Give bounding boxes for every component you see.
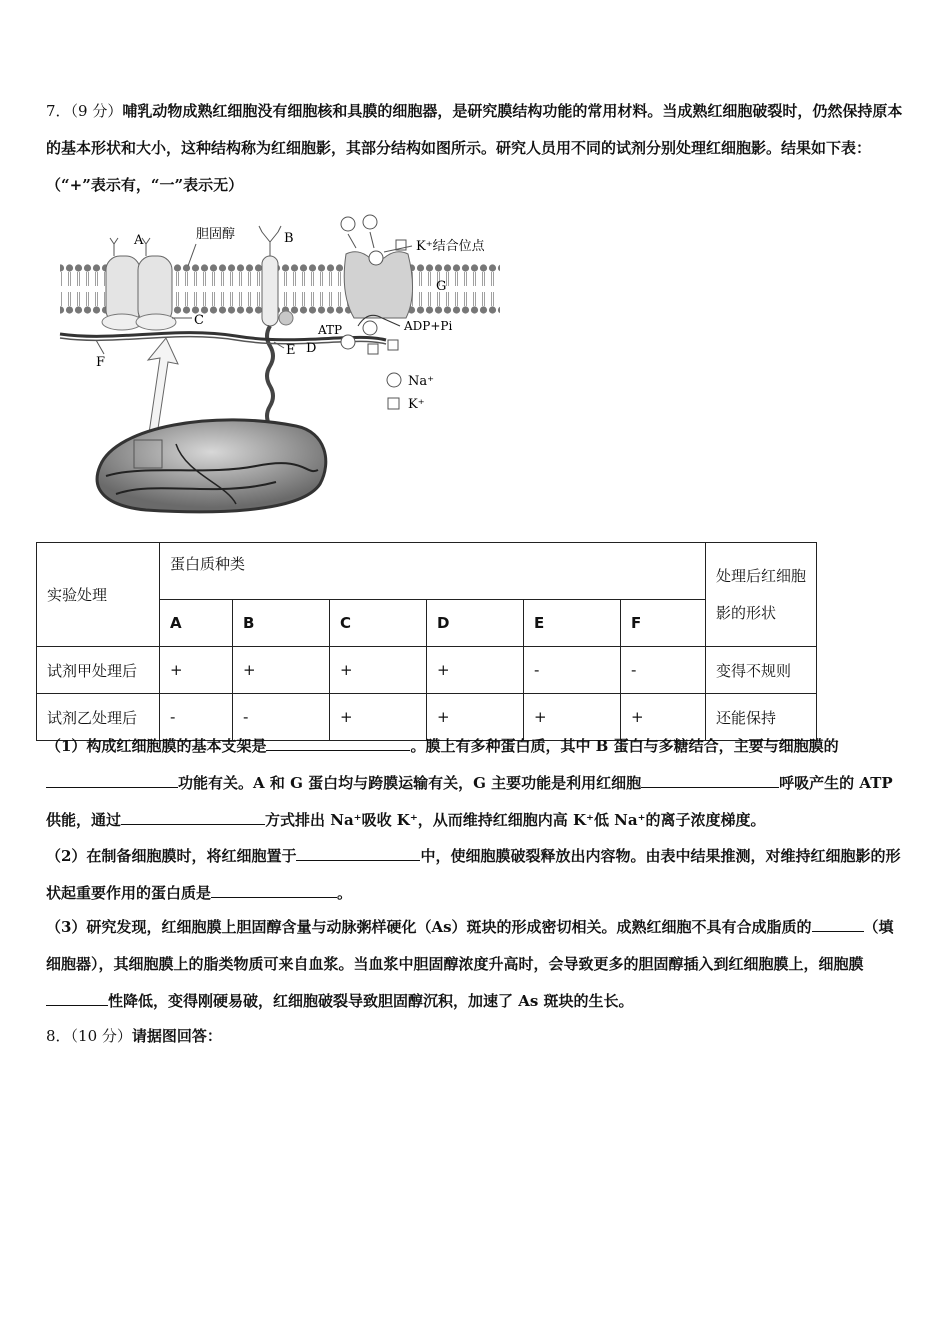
cell-value: + <box>427 647 524 694</box>
q7-number: 7． <box>46 102 71 120</box>
row-shape: 还能保持 <box>706 694 817 741</box>
q8 <box>46 1018 908 1055</box>
results-table <box>36 542 817 741</box>
protein-b <box>259 226 293 426</box>
table-row <box>37 647 817 694</box>
label-adp: ADP+Pi <box>404 319 453 333</box>
cell-value: - <box>160 694 233 741</box>
q8-number: 8． <box>46 1027 71 1045</box>
protein-col-c: C <box>330 600 427 647</box>
q1-text-3: 功能有关。A 和 G 蛋白均与跨膜运输有关，G 主要功能是利用红细胞 <box>178 774 642 792</box>
label-f: F <box>96 355 106 370</box>
cell-value: + <box>233 647 330 694</box>
protein-col-b: B <box>233 600 330 647</box>
protein-col-a: A <box>160 600 233 647</box>
cell-value: - <box>233 694 330 741</box>
q3-text-3: 性降低，变得刚硬易破，红细胞破裂导致胆固醇沉积，加速了 As 斑块的生长。 <box>108 992 634 1010</box>
q7-score: （9 分） <box>70 102 123 120</box>
cell-value: - <box>621 647 706 694</box>
label-atp: ATP <box>318 323 343 337</box>
q2-blank-2[interactable] <box>211 881 337 898</box>
cell-value: + <box>160 647 233 694</box>
q7-part3 <box>46 909 908 1020</box>
label-b: B <box>284 231 294 246</box>
cell-value: + <box>427 694 524 741</box>
cell-value: + <box>621 694 706 741</box>
membrane-diagram <box>56 214 516 530</box>
protein-g <box>341 215 413 354</box>
q1-blank-1[interactable] <box>266 734 410 751</box>
q3-text-1: （3）研究发现，红细胞膜上胆固醇含量与动脉粥样硬化（As）斑块的形成密切相关。成熟红细胞不具有合成脂质的 <box>46 918 812 936</box>
q1-blank-2[interactable] <box>46 771 178 788</box>
label-g: G <box>436 279 447 294</box>
legend-k: K⁺ <box>408 397 425 412</box>
legend-na-icon <box>387 373 401 387</box>
q2-text-2: 中，使细胞膜破裂释放出内容物。由表中结果推测，对维持红细胞影的形状起重要作用的蛋白质是 <box>46 847 901 902</box>
q7-text: 哺乳动物成熟红细胞没有细胞核和具膜的细胞器，是研究膜结构功能的常用材料。当成熟红细胞破裂时，仍然保持原本的基本形状和大小，这种结构称为红细胞影，其部分结构如图所示。研究人员用不同的试剂分别处理红细胞影。结果如下表：（“+”表示有，“一”表示无） <box>46 102 903 194</box>
q7-part2 <box>46 838 908 912</box>
cell-value: - <box>524 647 621 694</box>
q2-blank-1[interactable] <box>296 844 420 861</box>
protein-a <box>102 238 176 330</box>
q1-text-5: 方式排出 Na⁺吸收 K⁺，从而维持红细胞内高 K⁺低 Na⁺的离子浓度梯度。 <box>265 811 766 829</box>
q2-text-3: 。 <box>337 884 353 902</box>
q7-intro <box>46 93 908 204</box>
header-protein: 蛋白质种类 <box>160 543 706 600</box>
label-e: E <box>286 343 296 358</box>
q1-blank-4[interactable] <box>121 808 265 825</box>
row-treatment: 试剂乙处理后 <box>37 694 160 741</box>
label-k-site: K⁺结合位点 <box>416 239 485 254</box>
cell-value: + <box>330 647 427 694</box>
q3-blank-1[interactable] <box>812 915 864 932</box>
legend-k-icon <box>388 398 399 409</box>
cell-value: + <box>330 694 427 741</box>
q1-text-4: 呼吸产生的 ATP 供能，通过 <box>46 774 893 829</box>
protein-col-e: E <box>524 600 621 647</box>
row-shape: 变得不规则 <box>706 647 817 694</box>
label-a: A <box>134 233 144 248</box>
row-treatment: 试剂甲处理后 <box>37 647 160 694</box>
membrane-figure <box>56 214 516 530</box>
q2-text-1: （2）在制备细胞膜时，将红细胞置于 <box>46 847 297 865</box>
label-c: C <box>194 313 204 328</box>
q7-part1 <box>46 728 908 839</box>
q1-blank-3[interactable] <box>641 771 779 788</box>
label-d: D <box>306 341 317 356</box>
q1-text-2: 。膜上有多种蛋白质，其中 B 蛋白与多糖结合，主要与细胞膜的 <box>410 737 839 755</box>
cell-value: + <box>524 694 621 741</box>
header-treatment: 实验处理 <box>37 543 160 647</box>
protein-col-d: D <box>427 600 524 647</box>
q8-score: （10 分） <box>70 1027 132 1045</box>
q3-text-2: （填细胞器），其细胞膜上的脂类物质可来自血浆。当血浆中胆固醇浓度升高时，会导致更多的胆固醇插入到红细胞膜上，细胞膜 <box>46 918 894 973</box>
header-shape: 处理后红细胞影的形状 <box>706 543 817 647</box>
legend-na: Na⁺ <box>408 374 434 389</box>
protein-col-f: F <box>621 600 706 647</box>
q3-blank-2[interactable] <box>46 989 108 1006</box>
label-cholesterol: 胆固醇 <box>196 227 236 242</box>
q8-text: 请据图回答： <box>131 1027 222 1045</box>
q1-text-1: （1）构成红细胞膜的基本支架是 <box>46 737 267 755</box>
red-cell-ghost <box>97 420 326 512</box>
